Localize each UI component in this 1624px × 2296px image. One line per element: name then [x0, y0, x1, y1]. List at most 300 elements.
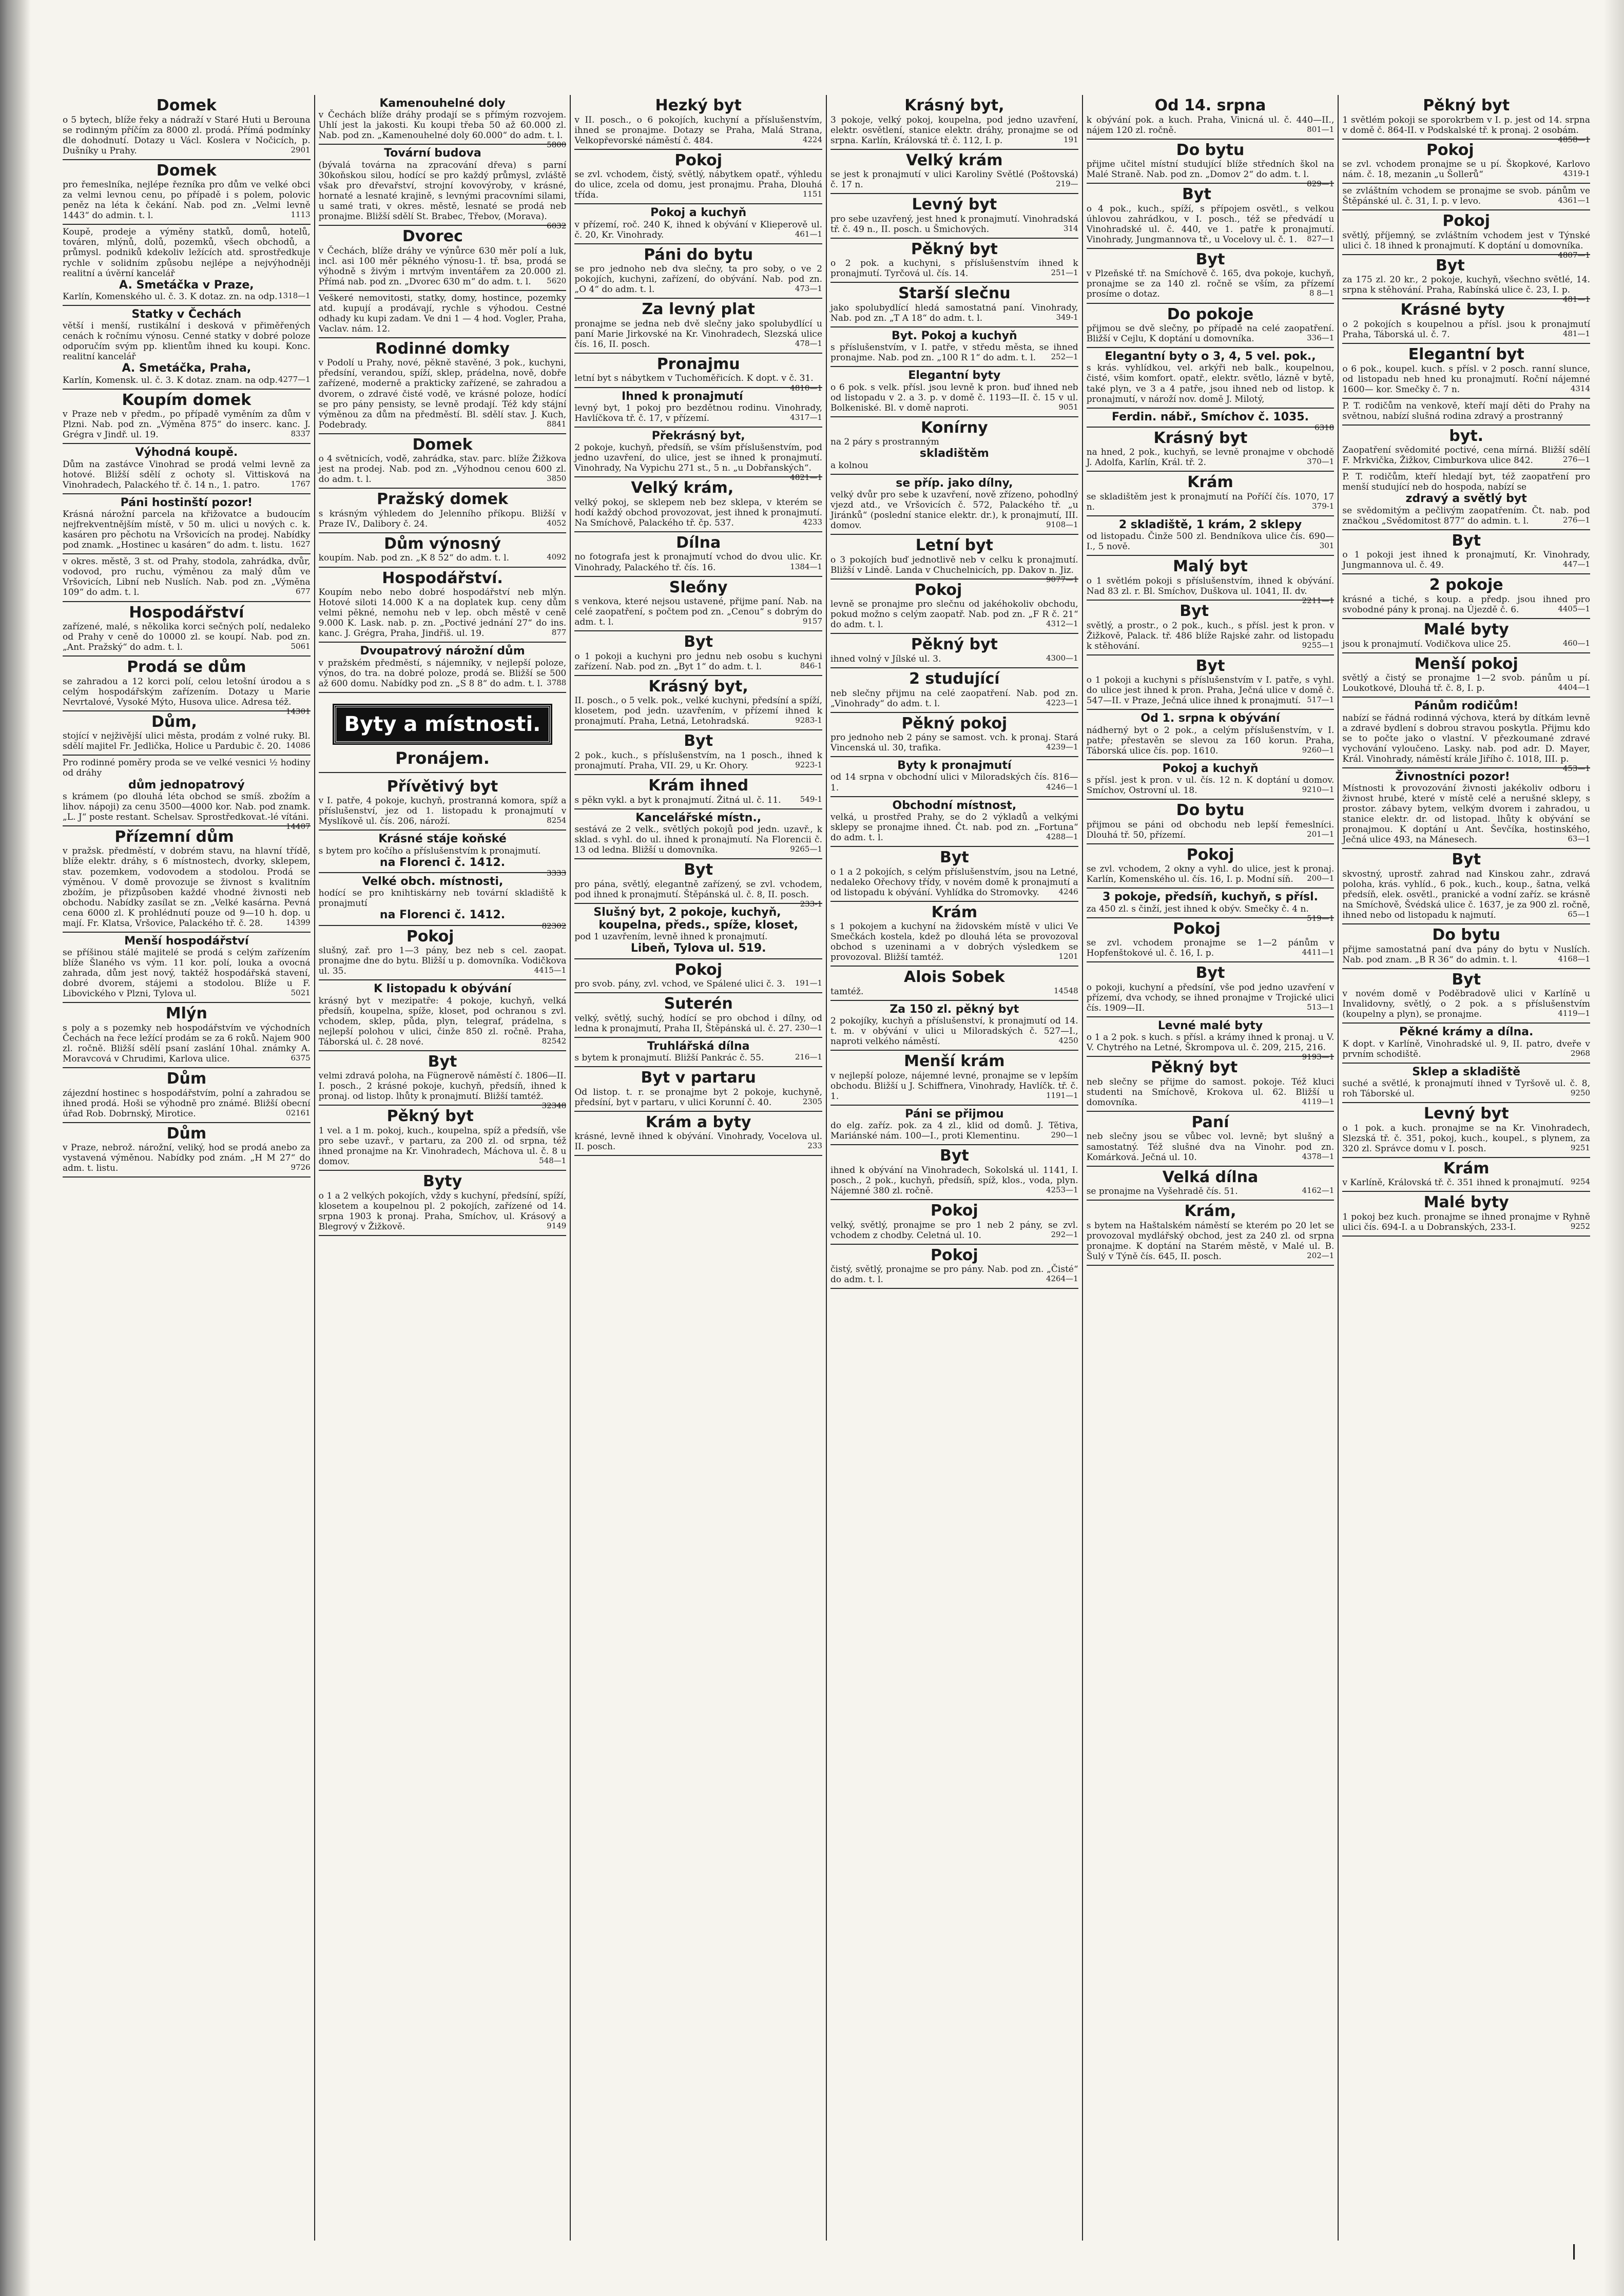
ad-number: 276—1: [1562, 455, 1591, 465]
ad-text: s přísl. jest k pron. v ul. čís. 12 n. K doptání u domov. Smíchov, Ostrovní ul. 18.: [1086, 775, 1335, 796]
ad-text: o 4 pok., kuch., spíží, s přípojem osvětl., s velkou úhlovou zahrádkou, v I. posch., též se předvádí u Vinohradské ul. č. 440, ve 1. patře k pronajmutí. Vinohrady, Jungmannova tř., u Vocelovy ul. č. 1.: [1086, 203, 1335, 245]
ad-number: 877: [551, 628, 567, 638]
ad-number: 6318: [1314, 422, 1335, 432]
column-4: [827, 95, 1083, 2241]
ad-heading: Pěkný byt: [911, 240, 998, 258]
ad-highlight: skladištěm: [919, 447, 989, 460]
ad-text: Pro rodinné poměry proda se ve velké vesnici ½ hodiny od dráhy: [63, 758, 311, 779]
ad-heading: Pražský domek: [377, 490, 508, 509]
ad-text: pronajme se jedna neb dvě slečny jako spolubydlící u paní Marie Jirkovské na Kr. Vinohradech, Slezská ulice čís. 16, II. posch.: [574, 318, 823, 350]
ad-text: s poly a s pozemky neb hospodářstvím ve východních Čechách na řece ležící prodám se za 6 roků. Najem 900 zl. ročně. Bližší sdělí psaní zaslání 10hal. známky A. Moravcová v Chrudimi, Karlova ulice.: [63, 1022, 311, 1064]
ad-number: 200—1: [1307, 874, 1335, 883]
ad-text: nádherný byt o 2 pok., a celým příslušenstvím, v I. patře; přestavěn se slevou za 160 korun. Praha, Táborská ulice čís. pop. 1610.: [1086, 725, 1335, 756]
ad-number: 6375: [291, 1053, 311, 1063]
ad-text: se jest k pronajmutí v ulici Karoliny Světlé (Poštovská) č. 17 n.: [830, 169, 1078, 190]
ad-heading: se příp. jako dílny,: [896, 476, 1013, 490]
ad-number: 473—1: [795, 284, 823, 294]
ad-number: 301: [1319, 541, 1335, 551]
classified-ad: [574, 477, 822, 532]
ad-text: o 1 pokoji jest ihned k pronajmutí, Kr. Vinohrady, Jungmannova ul. č. 49.: [1342, 550, 1591, 571]
classified-ad: [830, 475, 1078, 535]
ad-text: skvostný, uprostř. zahrad nad Kinskou zahr., zdravá poloha, krás. vyhlíd., 6 pok., kuch., koup., šatna, velká předsíň, elek. osvětl., pranické a vodní zaříz. se krásně na Smíchově, Švédská ulice č. 1637, je za 900 zl. ročně, ihned nebo od listopadu k najmutí.: [1342, 869, 1591, 920]
classified-ad: [574, 1038, 822, 1067]
ad-text: pod 1 uzavřením, levně ihned k pronajmutí.: [574, 932, 768, 942]
ad-highlight: zdravý a světlý byt: [1405, 492, 1527, 506]
ad-text: světlý, a prostr., o 2 pok., kuch., s přísl. jest k pron. v Žižkově, Palack. tř. 486 blíže Rajské zahr. od listopadu k stěhování.: [1086, 620, 1335, 651]
classified-ad: [1342, 969, 1590, 1024]
ad-heading: Domek: [412, 435, 473, 454]
classified-ad: [319, 533, 567, 568]
ad-heading: Kamenouhelné doly: [379, 97, 506, 110]
ad-heading: Dvorec: [402, 227, 463, 246]
classified-ad: [63, 756, 311, 831]
ad-heading: Byt: [1195, 964, 1225, 982]
ad-number: 14301: [285, 706, 311, 716]
ad-heading: Byt: [1195, 250, 1225, 268]
ad-text: v Čechách blíže dráhy prodají se s přímým rozvojem. Uhlí jest la jakosti. Ku koupi třeba 50 až 60.000 zl. Nab. pod zn. „Kamenouhelné doly 60.000“ do adm. t. l.: [318, 110, 567, 141]
classified-ad: [574, 809, 822, 859]
classified-ad: [574, 150, 822, 205]
classified-ad: [830, 194, 1078, 239]
ad-text: Krásná nárožní parcela na křižovatce a budoucím nejfrekventnějším místě, v 50 m. ulici u nových c. k. kasáren pro pěchotu na Vršovicích na prodej. Nabídky pod znamk. „Hostinec u kasáren“ do adm. t. listu.: [63, 509, 311, 551]
ad-heading: Obchodní místnost,: [892, 799, 1017, 812]
section-title: Byty a místnosti.: [334, 705, 551, 743]
ad-text: na hned, 2 pok., kuchyň, se levně pronajme v obchodě J. Adolfa, Karlín, Král. tř. 2.: [1086, 447, 1335, 468]
ad-number: 8254: [547, 816, 567, 825]
classified-ad: [319, 568, 567, 643]
ad-heading: Byt: [1452, 851, 1481, 869]
ad-number: 4162—1: [1302, 1186, 1335, 1195]
ad-heading: Byt: [684, 732, 713, 750]
ad-number: 453—1: [1562, 763, 1591, 773]
classified-ad: [830, 535, 1078, 584]
ad-text: o 6 pok. s velk. přísl. jsou levně k pron. buď ihned neb od listopadu v 2. a 3. p. v domě č. 1193—II. č. 15 v ul. Bolkeniské. Bl. v domě naproti.: [830, 382, 1078, 413]
classified-ad: [63, 95, 311, 160]
ad-heading: Pokoj: [406, 927, 454, 946]
ad-highlight: A. Smetáčka v Praze,: [119, 278, 254, 292]
classified-ad: [1342, 1024, 1590, 1063]
ad-text: se zvl. vchodem pronajme se 1—2 pánům v Hopfenštokové ul. č. 16, I. p.: [1086, 938, 1335, 959]
classified-ad: [1342, 530, 1590, 575]
ad-number: 9251: [1570, 1143, 1591, 1152]
ad-text: suché a světlé, k pronajmutí ihned v Tyršově ul. č. 8, roh Táborské ul.: [1342, 1078, 1591, 1099]
ad-heading: Pokoj: [931, 1202, 978, 1220]
ad-heading: Dům výnosný: [384, 534, 501, 553]
section-subtitle: Pronájem.: [319, 748, 567, 773]
ad-heading: Hospodářství.: [382, 569, 503, 587]
ad-heading: 3 pokoje, předsíň, kuchyň, s přísl.: [1103, 891, 1318, 904]
ad-text: Dům na zastávce Vinohrad se prodá velmi levně za hotové. Bližší sdělí z ochoty sl. Vittisková na Vinohradech, Palackého tř. č. 14 n., 1. patro.: [63, 459, 311, 490]
classified-ad: [830, 95, 1078, 150]
classified-ad: [319, 926, 567, 981]
ad-heading: Malý byt: [1173, 557, 1248, 576]
ad-text: o 1 a 2 velkých pokojích, vždy s kuchyní, předsíní, spíží, klosetem a koupelnou pl. 2 pokojích, zařízené od 14. srpna 1903 k pronaj. Praha, Smíchov, ul. Krásový a Blegrový v Žižkově.: [318, 1190, 567, 1232]
ad-heading: Od 14. srpna: [1154, 97, 1266, 114]
ad-heading: Krám: [1187, 473, 1233, 492]
ad-text: s pěkn vykl. a byt k pronajmutí. Žitná ul. č. 11.: [574, 795, 781, 805]
ad-heading: Pokoj: [1173, 919, 1221, 938]
ad-number: 233-1: [800, 899, 823, 909]
classified-ad: [1342, 1158, 1590, 1192]
ad-text: s 1 pokojem a kuchyní na židovském místě v ulici Ve Smečkách kostela, kdež po dlouhá léta se provozoval obchod s uzeninami a v dobrých výsledkem se provozoval. Bližší tamtéž.: [830, 921, 1078, 963]
ad-heading: Krásný byt: [1153, 429, 1248, 447]
ad-number: 4168—1: [1558, 954, 1591, 963]
ad-text: k obývání pok. a kuch. Praha, Vinicná ul. č. 440—II., nájem 120 zl. ročně.: [1086, 114, 1335, 136]
ad-number: 82542: [542, 1036, 567, 1046]
ad-text: za 450 zl. s činží, jest ihned k obýv. Smečky č. 4 n.: [1086, 903, 1309, 914]
ad-text: velký pokoj, se sklepem neb bez sklepa, v kterém se hodí každý obchod provozovat, jest ihned k pronajmutí. Na Smíchově, Palackého tř. čp. 537.: [574, 497, 823, 528]
ad-number: 4810—1: [790, 383, 823, 393]
classified-ad: [574, 388, 822, 428]
ad-heading: Pokoj: [1426, 141, 1474, 159]
classified-ad: [1086, 889, 1335, 923]
ad-number: 9051: [1058, 402, 1078, 412]
ad-number: 14407: [285, 821, 311, 831]
classified-ad: [318, 145, 567, 231]
classified-ad: [1087, 472, 1335, 516]
ad-text: velký, světlý, suchý, hodící se pro obchod i dílny, od ledna k pronajmutí, Praha II, Štěpánská ul. č. 27.: [574, 1013, 823, 1034]
ad-number: 677: [296, 587, 311, 596]
ad-heading: Pokoj: [674, 960, 722, 979]
classified-ad: [319, 291, 567, 338]
classified-ad: [830, 367, 1078, 417]
ad-number: 251—1: [1051, 268, 1078, 278]
ad-number: 276—1: [1562, 515, 1591, 525]
ad-number: 1151: [802, 189, 823, 199]
page-mark: |: [1571, 2242, 1577, 2260]
ad-heading: Pokoj: [1442, 212, 1491, 230]
classified-ad: [63, 1068, 311, 1123]
ad-number: 4858—1: [1558, 134, 1591, 144]
ad-heading: Krásný byt,: [648, 677, 748, 696]
ad-text: sestává ze 2 velk., světlých pokojů pod jedn. uzavř., k sklad. s vyhl. do ul. ihned k pronajmutí. Na Florencii č. 13 od ledna. Bližší u domovníka.: [574, 824, 823, 855]
classified-ad: [63, 826, 311, 933]
ad-text: za 175 zl. 20 kr., 2 pokoje, kuchyň, všechno světlé, 14. srpna k stěhování. Praha, Rabínská ulice č. 23, I. p.: [1342, 275, 1591, 296]
ad-heading: Byty: [422, 1172, 462, 1191]
ad-text: 2 pokoje, kuchyň, předsíň, se vším příslušenstvím, pod jedno uzavření, do ulice, jest se ihned k pronajmutí. Vinohrady, Na Vypichu 271 st., 5 n. „u Dobřanských“.: [574, 442, 823, 474]
ad-number: 4250: [1058, 1036, 1078, 1046]
ad-number: 9252: [1570, 1221, 1591, 1231]
ad-text: v I. patře, 4 pokoje, kuchyň, prostranná komora, spíž a příslušenství, jez od 1. listopadu k pronajmutí v Myslíkově ul. čís. 206, nároží.: [318, 796, 567, 827]
ad-heading: Dílna: [676, 533, 721, 552]
ad-heading: Páni se přijmou: [905, 1107, 1004, 1121]
ad-heading: Malé byty: [1423, 621, 1509, 639]
classified-ad: [318, 1051, 567, 1111]
ad-number: 8 8—1: [1309, 288, 1335, 298]
classified-ad: [574, 676, 822, 731]
classified-columns: [59, 95, 1594, 2241]
ad-number: 9260—1: [1302, 745, 1335, 755]
ad-text: stojící v nejživější ulici města, prodám z volné ruky. Bl. sdělí majitel Fr. Jedlička, Holice u Pardubic č. 20.: [63, 731, 311, 752]
classified-ad: [319, 1106, 567, 1171]
ad-number: 513—1: [1307, 1002, 1335, 1012]
ad-heading: Pěkný pokoj: [901, 714, 1008, 732]
ad-highlight: dům jednopatrový: [128, 778, 245, 792]
classified-ad: [830, 634, 1078, 668]
classified-ad: [63, 160, 311, 225]
ad-text: se pronajme na Vyšehradě čís. 51.: [1086, 1186, 1238, 1197]
ad-text: levný byt, 1 pokoj pro bezdětnou rodinu. Vinohrady, Havlíčkova tř. č. 17, v přízemí.: [574, 402, 823, 423]
ad-text: velká, u prostřed Prahy, se do 2 výkladů a velkými sklepy se pronajme ihned. Čt. nab. pod zn. „Fortuna“ do adm. t. l.: [830, 812, 1078, 843]
ad-number: 8337: [291, 429, 311, 439]
classified-ad: [1086, 556, 1335, 606]
ad-text: v pražsk. předměstí, v dobrém stavu, na hlavní třídě, blíže elektr. dráhy, s 6 místnostech, dvorky, sklepem, stav. pozemkem, vodovodem a stodolou. Prodá se výměnou. V domě provozuje se živnost s kvalitním zbožím, je přizpůsoben každé vhodné živnosti neb obchodu. Nabídky zasílat se zn. „Velké kasárna. Pevná cena 6000 zl. K prohlédnutí pouze od 9—10 h. dop. u mají. Fr. Klatsa, Vršovice, Palackého tř. č. 28.: [63, 846, 311, 929]
ad-number: 519—1: [1307, 913, 1335, 923]
classified-ad: [574, 775, 822, 809]
classified-ad: [1087, 1167, 1335, 1201]
ad-heading: Levné malé byty: [1157, 1019, 1263, 1032]
ad-text: přijme samostatná paní dva pány do bytu v Nuslích. Nab. pod znam. „B R 36“ do admin. t. l.: [1342, 944, 1591, 965]
ad-number: 4378—1: [1302, 1151, 1335, 1161]
ad-number: 2901: [291, 145, 311, 155]
ad-heading: Byt: [1452, 531, 1481, 550]
classified-ad: [574, 299, 822, 354]
ad-heading: Levný byt: [912, 196, 997, 214]
ad-number: 290—1: [1051, 1130, 1078, 1140]
ad-number: 63—1: [1568, 834, 1591, 844]
ad-text: o 1 pokoji a kuchyni pro jednu neb osobu s kuchyni zařízení. Nab. pod zn. „Byt 1“ do adm. t. l.: [574, 651, 823, 672]
ad-number: 379-1: [1312, 501, 1335, 511]
ad-text: v Čechách, blíže dráhy ve výnůrce 630 měr polí a luk, incl. asi 100 měr pěkného výnosu-1. tř. bsa, prodá se výhodně s živým i mrtvým inventářem za 20.000 zl. Přímá nab. pod zn. „Dvorec 630 m“ do adm. t. l.: [318, 245, 567, 287]
ad-heading: Paní: [1191, 1113, 1229, 1131]
ad-number: 201—1: [1307, 829, 1335, 839]
column-5: [1083, 95, 1339, 2241]
ad-text: s bytem k pronajmutí. Bližší Pankrác č. 55.: [574, 1052, 764, 1063]
classified-ad: [63, 711, 311, 756]
classified-ad: [63, 933, 311, 1004]
classified-ad: [830, 1200, 1078, 1245]
ad-number: 9149: [547, 1221, 567, 1230]
ad-number: 4277—1: [278, 374, 311, 384]
ad-number: 4052: [547, 518, 567, 528]
ad-text: K dopt. v Karlíně, Vinohradské ul. 9, II. patro, dveře v prvním schodiště.: [1342, 1038, 1591, 1059]
classified-ad: [1087, 710, 1335, 760]
classified-ad: [1087, 800, 1335, 844]
ad-text: o 6 pok., koupel. kuch. s přísl. v 2 posch. ranní slunce, od listopadu neb hned ku pronajmutí. Roční nájemné 1600— kor. Smečky č. 7 n.: [1342, 363, 1591, 395]
classified-ad: [1342, 1192, 1590, 1237]
classified-ad: [1087, 516, 1335, 556]
ad-number: 32348: [542, 1101, 567, 1111]
ad-text: neb slečny se přijme do samost. pokoje. Též kluci studenti na Smíchově, Krokova ul. 62. Bližší u domovníka.: [1086, 1076, 1335, 1108]
ad-heading: Pronajmu: [656, 355, 740, 373]
ad-number: 461—1: [795, 229, 823, 239]
ad-heading: Byt: [1452, 970, 1481, 989]
ad-heading: Krám: [1443, 1159, 1490, 1178]
ad-heading: Páni do bytu: [644, 245, 753, 264]
classified-ad: [319, 1171, 567, 1236]
ad-text: o 1 světlém pokoji s příslušenstvím, ihned k obývání. Nad 83 zl. r. Bl. Smíchov, Duškova ul. 1041, II. dv.: [1086, 575, 1335, 597]
classified-ad: [830, 1145, 1078, 1200]
ad-text: se příšinou stálé majitelé se prodá s celým zařízením blíže Šlaného vs vým. 11 kor. polí, louka a ovocná zahrada, dům jest nový, taktéž hospodářská stavení, dobré dvorem, stájemi a stodolou. Blíže u F. Libovického v Plzni, Tylova ul.: [63, 948, 311, 999]
ad-heading: Byt: [684, 633, 713, 651]
classified-ad: [574, 959, 822, 994]
ad-text: od listopadu. Činže 500 zl. Bendníkova ulice čís. 690—I., 5 nově.: [1086, 531, 1335, 552]
ad-text: světlý a čistý se pronajme 1—2 svob. pánům u pí. Loukotkové, Dlouhá tř. č. 8, I. p.: [1342, 673, 1591, 694]
ad-text: se zvláštním vchodem se pronajme se svob. pánům ve Štěpánské ul. č. 31, I. p. v levo.: [1342, 186, 1591, 207]
classified-ad: [830, 1001, 1078, 1051]
ad-heading: Přízemní dům: [114, 827, 234, 846]
ad-heading: Starší slečnu: [898, 284, 1011, 303]
ad-text: ihned k obývání na Vinohradech, Sokolská ul. 1141, I. posch., 2 pok., kuchyň, předsíň, spíž, klos., voda, plyn. Nájemné 380 zl. ročně.: [830, 1165, 1078, 1196]
ad-heading: Menší pokoj: [1414, 654, 1518, 673]
classified-ad: [1087, 95, 1335, 140]
classified-ad: [319, 434, 567, 489]
ad-number: 3333: [547, 868, 567, 878]
classified-ad: [1087, 844, 1335, 889]
ad-text: pro pána, světlý, elegantně zařízený, se zvl. vchodem, pod ihned k pronajmutí. Štěpánská ul. č. 8, II. posch.: [574, 879, 823, 900]
ad-heading: K listopadu k obývání: [373, 982, 512, 996]
ad-text: čistý, světlý, pronajme se pro pány. Nab. pod zn. „Čisté“ do adm. t. l.: [830, 1264, 1078, 1285]
ad-text: Koupím nebo nebo dobré hospodářství neb mlýn. Hotové siloti 14.000 K a na doplatek kup. ceny dům velmi pěkné, nemohu neb v lep. obch městě v ceně 9.000 K. Lask. nab. p. zn. „Poctivé jednání 27“ do ins. kanc. J. Grégra, Praha, Jindřiš. ul. 19.: [318, 587, 567, 639]
classified-ad: [1087, 1057, 1335, 1112]
ad-heading: Pěkný byt: [386, 1107, 474, 1126]
ad-text: se zahradou a 12 korci polí, celou letošní úrodou a s celým hospodářským zařízením. Dotazy u Marie Nevrtalové, Vysoké Mýto, Husova ulice. Adresa též.: [63, 676, 311, 707]
classified-ad: [1087, 409, 1335, 432]
ad-number: 447—1: [1562, 559, 1591, 569]
classified-ad: [319, 226, 567, 291]
ad-text: o pokoji, kuchyní a předsíní, vše pod jedno uzavření v přízemí, dva vchody, se ihned pronajme v Trojické ulici čís. 1909—II.: [1086, 982, 1335, 1013]
classified-ad: [318, 873, 567, 931]
ad-number: 2211—1: [1302, 596, 1335, 606]
classified-ad: [574, 204, 822, 244]
ad-heading: Menší krám: [904, 1052, 1005, 1071]
ad-number: 2968: [1570, 1048, 1591, 1058]
ad-text: krásné, levně ihned k obývání. Vinohrady, Vocelova ul. II. posch.: [574, 1131, 823, 1152]
classified-ad: [1087, 304, 1335, 349]
ad-heading: Za 150 zl. pěkný byt: [890, 1002, 1019, 1016]
ad-heading: Byty k pronajmutí: [897, 759, 1012, 773]
classified-ad: [830, 283, 1078, 327]
classified-ad: [574, 577, 822, 632]
ad-text: se zvl. vchodem, 2 okny a vyhl. do ulice, jest k pronaj. Karlín, Komenského ul. čís. 16, I. p. Modní síň.: [1086, 864, 1335, 885]
ad-number: 1113: [291, 210, 311, 220]
ad-heading: Pánům rodičům!: [1414, 700, 1519, 713]
ad-heading: Sleőny: [669, 578, 728, 596]
ad-text: pro řemeslníka, nejlépe řezníka pro dům ve velké obci za velmi levnou cenu, po případě i s polem, polovic peněz na léta k čekání. Nab. pod zn. „Velmi levně 1443“ do admin. t. l.: [63, 180, 311, 221]
ad-heading: Kancelářské místn.,: [635, 811, 762, 824]
ad-text: s krásným výhledem do Jelenního příkopu. Bližší v Praze IV., Dalibory č. 24.: [318, 508, 567, 529]
ad-number: 517—1: [1307, 695, 1335, 705]
classified-ad: [1087, 918, 1335, 963]
ad-text: v přízemí, roč. 240 K, ihned k obývání v Klieperově ul. č. 20, Kr. Vinohrady.: [574, 219, 823, 240]
classified-ad: [830, 150, 1078, 195]
ad-heading: Pokoj a kuchyň: [650, 206, 747, 220]
classified-ad: [319, 980, 567, 1051]
classified-ad: [830, 580, 1078, 634]
classified-ad: [63, 1003, 311, 1068]
ad-text: hodící se pro knihtiskárny neb tovární skladiště k pronajmutí: [318, 888, 567, 909]
ad-text: velmi zdravá poloha, na Fügnerově náměstí č. 1806—II. I. posch., 2 krásné pokoje, kuchyň, předsíň, ihned k pronaj. od listop. lhůty k pronajmutí. Bližší tamtéž.: [318, 1071, 567, 1102]
ad-number: 1627: [291, 539, 311, 549]
ad-heading: Krásné stáje koňské: [378, 833, 507, 846]
ad-heading: Od 1. srpna k obývání: [1140, 712, 1280, 725]
ad-number: 549-1: [800, 794, 823, 804]
ad-text: o 1 pok. a kuch. pronajme se na Kr. Vinohradech, Slezská tř. č. 351, pokoj, kuch., koupel., s plynem, za 320 zl. Správce domu v I. posch.: [1342, 1123, 1591, 1154]
ad-number: 4223—1: [1046, 698, 1078, 707]
ad-text: v Praze neb v předm., po případě vyměním za dům v Plzni. Nab. pod zn. „Výměna 875“ do inserc. kanc. J. Grégra v Jindř. ul. 19.: [63, 409, 311, 440]
ad-heading: Mlýn: [165, 1005, 207, 1023]
ad-text: na 2 páry s prostranným: [830, 437, 939, 448]
classified-ad: [63, 602, 311, 657]
ad-heading: Statky v Čechách: [131, 307, 242, 321]
ad-number: 4264—1: [1046, 1274, 1078, 1284]
ad-heading: Byt: [939, 848, 969, 867]
ad-heading: 2 studující: [909, 670, 1000, 688]
ad-heading: Domek: [156, 97, 217, 114]
ad-number: 219—: [1056, 179, 1078, 189]
ad-heading: Hezký byt: [655, 97, 742, 114]
ad-number: 4300—1: [1046, 653, 1078, 663]
ad-number: 9193—1: [1302, 1052, 1335, 1062]
ad-heading: Pěkný byt: [911, 635, 998, 654]
ad-text: se pro jednoho neb dva slečny, ta pro soby, o ve 2 pokojích, kuchyni, zařízení, do obývání. Nab. pod zn. „O 4“ do adm. t. l.: [574, 264, 823, 295]
ad-heading: Velký krám: [906, 151, 1003, 169]
ad-text: Od listop. t. r. se pronajme byt 2 pokoje, kuchyně, předsíní, byt v partaru, v ulici Korunní č. 40.: [574, 1087, 823, 1108]
classified-ad: [1342, 574, 1590, 619]
classified-ad: [1342, 470, 1590, 530]
ad-number: 1318—1: [278, 291, 311, 300]
ad-number: 4288—1: [1046, 832, 1078, 841]
classified-ad: [574, 993, 822, 1038]
ad-text: přijme učitel místní studující blíže středních škol na Malé Straně. Nab. pod zn. „Domov 2“ do adm. t. l.: [1086, 159, 1335, 180]
ad-heading: 2 pokoje: [1429, 576, 1503, 594]
ad-heading: Ihned k pronajmutí: [622, 390, 743, 403]
ad-number: 481—1: [1562, 295, 1591, 304]
classified-ad: [1342, 399, 1590, 426]
ad-heading: Pokoj: [931, 1246, 978, 1264]
ad-text: krásné a tiché, s koup. a předp. jsou ihned pro svobodné pány k pronaj. na Újezdě č. 6.: [1342, 594, 1591, 615]
ad-number: 9283-1: [795, 716, 823, 725]
ad-text: o 1 pokoji a kuchyni s příslušenstvím v I. patře, s vyhl. do ulice jest ihned k pron. Praha, Ječná ulice v domě č. 547—II. v Praze, Ječná ulice ihned k pronajmutí.: [1086, 675, 1335, 706]
ad-heading: Velký krám,: [631, 479, 734, 497]
ad-text: neb slečny jsou se vůbec vol. levně; byt slušný a samostatný. Též slušné dva na Vinohr. pod zn. Komárková. Ječná ul. 10.: [1086, 1131, 1335, 1163]
ad-heading: Dům,: [151, 712, 197, 731]
ad-heading: Byt: [939, 1147, 969, 1165]
classified-ad: [1086, 140, 1335, 189]
ad-text: Koupě, prodeje a výměny statků, domů, hotelů, továren, mlýnů, dolů, pozemků, všech obchodů, a průmysl. podniků kdekoliv ležících atd. sprostředkuje rychle v solidním způsobu nejlépe a nejvýhodněji realitní a úvěrní kancelář: [63, 227, 311, 279]
classified-ad: [830, 967, 1078, 1001]
ad-heading: Byt: [1435, 256, 1465, 275]
ad-heading: Slušný byt, 2 pokoje, kuchyň, koupelna, předs., spíže, kloset,: [593, 905, 798, 932]
classified-ad: [1087, 962, 1335, 1017]
ad-number: 4317—1: [790, 412, 823, 422]
ad-heading: Elegantní byt: [1408, 345, 1524, 364]
ad-number: 478—1: [795, 338, 823, 348]
ad-text: pro sebe uzavřený, jest hned k pronajmutí. Vinohradská tř. č. 49 n., II. posch. u Šmichových.: [830, 214, 1078, 235]
ad-number: 827—1: [1307, 234, 1335, 243]
ad-text: pro jednoho neb 2 pány se samost. vch. k pronaj. Stará Vincenská ul. 30, trafika.: [830, 732, 1078, 754]
classified-ad: [574, 730, 822, 775]
classified-ad: [830, 757, 1078, 797]
ad-number: 82302: [542, 921, 567, 931]
ad-heading: Letní byt: [915, 536, 993, 555]
ad-number: 4415—1: [534, 966, 567, 975]
ad-text-continued: s krámem (po dlouhá léta obchod se smíš. zbožím a lihov. nápoji) za cenu 3500—4000 kor. Nab. pod znamk. „L. J“ poste restant. Schelsav. Sprostředkovat.-lé vítáni.: [63, 791, 311, 822]
classified-ad: [63, 1123, 311, 1178]
ad-heading: Suterén: [664, 995, 733, 1013]
ad-text: s bytem na Haštalském náměstí se kterém po 20 let se provozoval mydlářský obchod, jest za 240 zl. od srpna pronajme. K doptání na Starém městě, v Malé ul. B. Šulý v Týně čís. 645, II. posch.: [1086, 1220, 1335, 1262]
ad-heading: Krám,: [1184, 1202, 1236, 1221]
ad-number: 4246: [1058, 886, 1078, 896]
ad-text: Zaopatření svědomité poctivé, cena mírná. Bližší sdělí F. Mrkvička, Žižkov, Cimburkova ulice 842.: [1342, 445, 1591, 466]
ad-number: 9250: [1570, 1088, 1591, 1098]
ad-text: do elg. zaříz. pok. za 4 zl., klid od domů. J. Tětiva, Mariánské nám. 100—I., proti Klementinu.: [830, 1121, 1078, 1142]
ad-text: v Podolí u Prahy, nové, pěkně stavěné, 3 pok., kuchyni, předsíní, verandou, spíží, sklep, prádelna, nově, dobře zařízené, moderně a prakticky zařízené, se zahradou a dvorem, o zdravé čisté vodě, ve krásné poloze, hodící se pro pány pensisty, se levně prodají. Též kdy stájní výměnou za dům na předměstí. Bl. sdělí stav. J. Kuch, Podebrady.: [318, 358, 567, 430]
ad-number: 6032: [547, 221, 567, 231]
classified-ad: [574, 354, 823, 393]
column-6: [1339, 95, 1594, 2241]
classified-ad: [1342, 426, 1590, 470]
